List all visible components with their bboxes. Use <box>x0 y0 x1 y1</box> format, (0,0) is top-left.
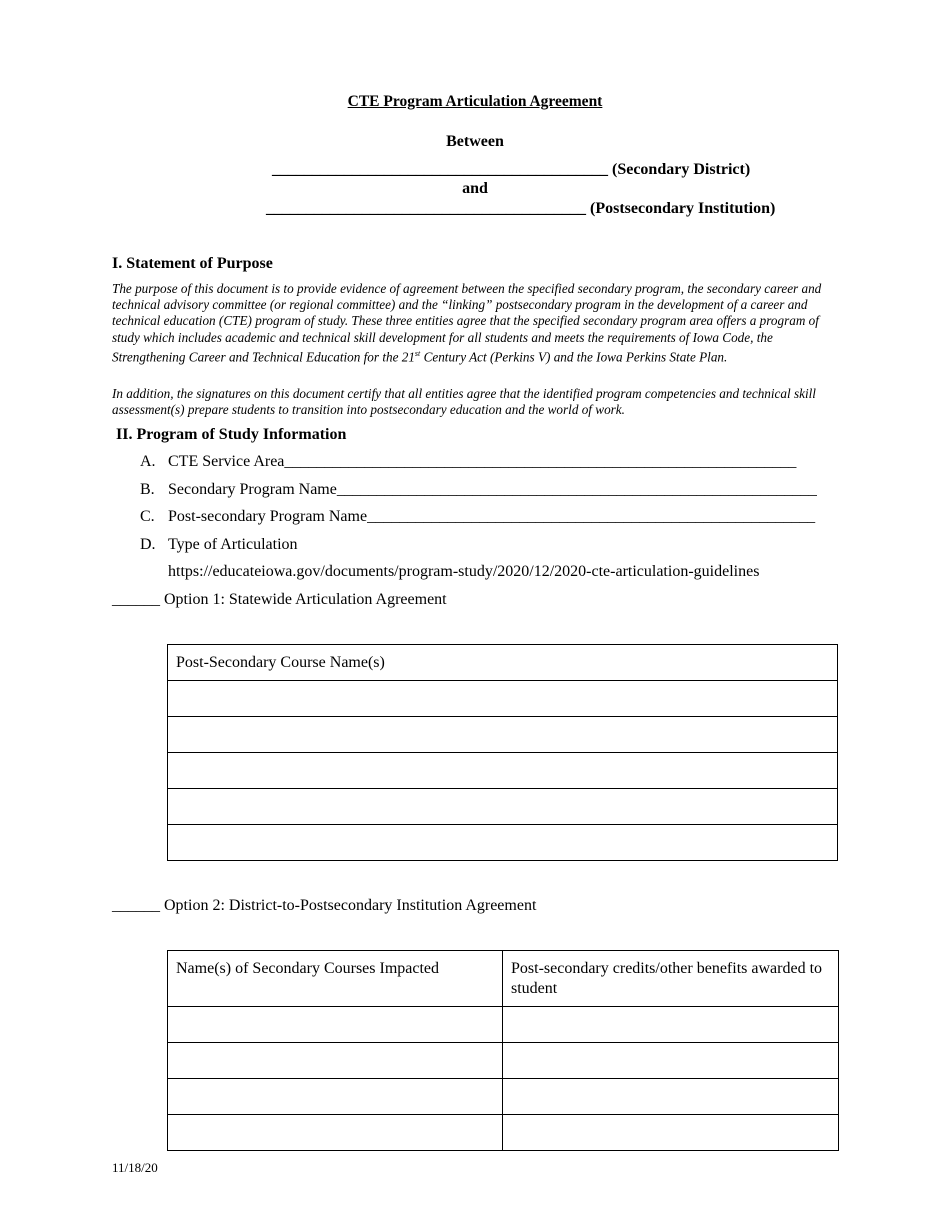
item-letter: A. <box>140 453 156 470</box>
document-title: CTE Program Articulation Agreement <box>347 93 603 110</box>
purpose-paragraph-1-text: The purpose of this document is to provide evidence of agreement between the specified secondary program, the secondary career and technical advisory committee (or regional committee) and the “linking” postsecondary program in the development of a career and technical education (CTE) program of study. These three entities agree that the specified secondary program area offers a program of study which includes academic and technical skill development for all students and meets the requirements of Iowa Code, the Strengthening Career and Technical Education for the 21 <box>112 281 822 365</box>
purpose-paragraph-1-end: Century Act (Perkins V) and the Iowa Perkins State Plan. <box>420 349 728 365</box>
articulation-guidelines-link[interactable]: https://educateiowa.gov/documents/program-study/2020/12/2020-cte-articulation-guidelines <box>168 563 760 580</box>
table-row <box>168 717 838 753</box>
table-cell[interactable] <box>168 1115 503 1151</box>
table-cell[interactable] <box>168 717 838 753</box>
option-1-table <box>167 644 838 861</box>
cte-service-area-blank[interactable]: ________________________________________________________________ <box>284 453 797 470</box>
between-label: Between <box>446 133 504 150</box>
postsecondary-course-names-header: Post-Secondary Course Name(s) <box>168 645 838 681</box>
option-2-blank[interactable]: ______ <box>112 897 160 914</box>
purpose-superscript: st <box>414 348 421 358</box>
postsecondary-program-name-blank[interactable]: ________________________________________________________ <box>367 508 816 525</box>
table-cell[interactable] <box>503 1079 839 1115</box>
table-cell[interactable] <box>503 1007 839 1043</box>
postsecondary-institution-line <box>266 200 775 218</box>
table-row <box>168 681 838 717</box>
footer-date: 11/18/20 <box>112 1160 158 1175</box>
table-cell[interactable] <box>168 681 838 717</box>
item-letter: C. <box>140 508 155 525</box>
item-letter: D. <box>140 536 156 553</box>
table-row <box>168 825 838 861</box>
table-cell[interactable] <box>168 753 838 789</box>
table-row <box>168 1079 839 1115</box>
table-row <box>168 1115 839 1151</box>
table-row <box>168 1043 839 1079</box>
table-header-row <box>168 645 838 681</box>
postsecondary-credits-header: Post-secondary credits/other benefits awarded to student <box>503 951 839 1007</box>
item-label: Post-secondary Program Name <box>168 508 368 525</box>
table-cell[interactable] <box>168 1007 503 1043</box>
option-2-label: Option 2: District-to-Postsecondary Institution Agreement <box>164 897 537 914</box>
option-1-line <box>112 591 447 609</box>
purpose-paragraph-2: In addition, the signatures on this document certify that all entities agree that the identified program competencies and technical skill assessment(s) prepare students to transition into postsecondary education and the world of work. <box>112 386 816 418</box>
table-cell[interactable] <box>168 789 838 825</box>
item-label: Secondary Program Name <box>168 481 337 498</box>
item-type-of-articulation <box>140 536 298 554</box>
secondary-district-label: (Secondary District) <box>612 161 751 178</box>
postsecondary-institution-blank[interactable]: ________________________________________ <box>266 200 586 217</box>
secondary-courses-header: Name(s) of Secondary Courses Impacted <box>168 951 503 1007</box>
postsecondary-institution-label: (Postsecondary Institution) <box>590 200 776 217</box>
table-row <box>168 789 838 825</box>
table-row <box>168 753 838 789</box>
table-cell[interactable] <box>503 1115 839 1151</box>
item-letter: B. <box>140 481 155 498</box>
option-2-table <box>167 950 839 1151</box>
item-cte-service-area <box>140 453 796 471</box>
item-postsecondary-program-name <box>140 508 815 526</box>
option-1-blank[interactable]: ______ <box>112 591 160 608</box>
secondary-district-blank[interactable]: __________________________________________ <box>272 161 608 178</box>
item-label: CTE Service Area <box>168 453 285 470</box>
table-cell[interactable] <box>168 1043 503 1079</box>
table-cell[interactable] <box>168 1079 503 1115</box>
table-cell[interactable] <box>168 825 838 861</box>
option-2-line <box>112 897 536 915</box>
secondary-program-name-blank[interactable]: ____________________________________________________________ <box>336 481 817 498</box>
table-cell[interactable] <box>503 1043 839 1079</box>
option-1-label: Option 1: Statewide Articulation Agreement <box>164 591 447 608</box>
table-header-row <box>168 951 839 1007</box>
table-row <box>168 1007 839 1043</box>
item-secondary-program-name <box>140 481 817 499</box>
statement-of-purpose-heading: I. Statement of Purpose <box>112 255 273 272</box>
purpose-paragraph-1 <box>112 281 840 365</box>
item-label: Type of Articulation <box>168 536 298 553</box>
secondary-district-line <box>272 161 750 179</box>
program-of-study-heading: II. Program of Study Information <box>116 426 347 443</box>
and-label: and <box>462 180 488 197</box>
